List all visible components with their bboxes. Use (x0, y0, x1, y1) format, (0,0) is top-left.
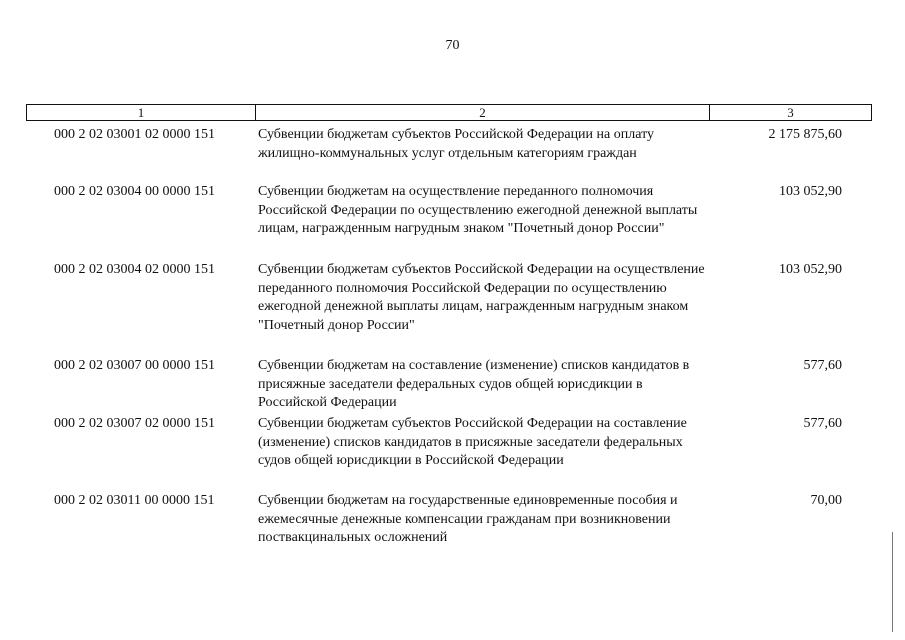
page-edge-rule (892, 532, 893, 632)
budget-code: 000 2 02 03011 00 0000 151 (54, 493, 215, 508)
row-amount: 103 052,90 (779, 184, 842, 199)
row-amount: 2 175 875,60 (768, 127, 842, 142)
row-amount: 577,60 (803, 358, 842, 373)
row-description: Субвенции бюджетам на осуществление переданного полномочия Российской Федерации по осуществлению ежегодной денежной выплаты лицам, награжденным нагрудным знаком "Почетный донор России" (258, 184, 698, 236)
budget-code: 000 2 02 03004 00 0000 151 (54, 184, 215, 199)
table-header (26, 104, 872, 121)
row-amount: 577,60 (803, 416, 842, 431)
page-number: 70 (445, 38, 460, 53)
budget-code: 000 2 02 03004 02 0000 151 (54, 262, 215, 277)
column-header-3: 3 (787, 105, 794, 120)
row-description: Субвенции бюджетам на государственные единовременные пособия и ежемесячные денежные компенсации гражданам при возникновении поствакцинальных осложнений (258, 493, 678, 545)
budget-code: 000 2 02 03007 00 0000 151 (54, 358, 215, 373)
row-description: Субвенции бюджетам субъектов Российской Федерации на осуществление переданного полномочия Российской Федерации по осуществлению ежегодной денежной выплаты лицам, награжденным нагрудным знаком "Почетный донор России" (258, 262, 705, 333)
row-amount: 70,00 (810, 493, 842, 508)
budget-code: 000 2 02 03007 02 0000 151 (54, 416, 215, 431)
column-header-1: 1 (27, 105, 256, 120)
row-description: Субвенции бюджетам субъектов Российской Федерации на оплату жилищно-коммунальных услуг отдельным категориям граждан (258, 127, 655, 161)
row-description: Субвенции бюджетам субъектов Российской Федерации на составление (изменение) списков кандидатов в присяжные заседатели федеральных судов общей юрисдикции в Российской Федерации (258, 416, 687, 468)
budget-code: 000 2 02 03001 02 0000 151 (54, 127, 215, 142)
row-amount: 103 052,90 (779, 262, 842, 277)
column-header-2: 2 (256, 105, 710, 120)
row-description: Субвенции бюджетам на составление (изменение) списков кандидатов в присяжные заседатели федеральных судов общей юрисдикции в Российской Федерации (258, 358, 690, 410)
